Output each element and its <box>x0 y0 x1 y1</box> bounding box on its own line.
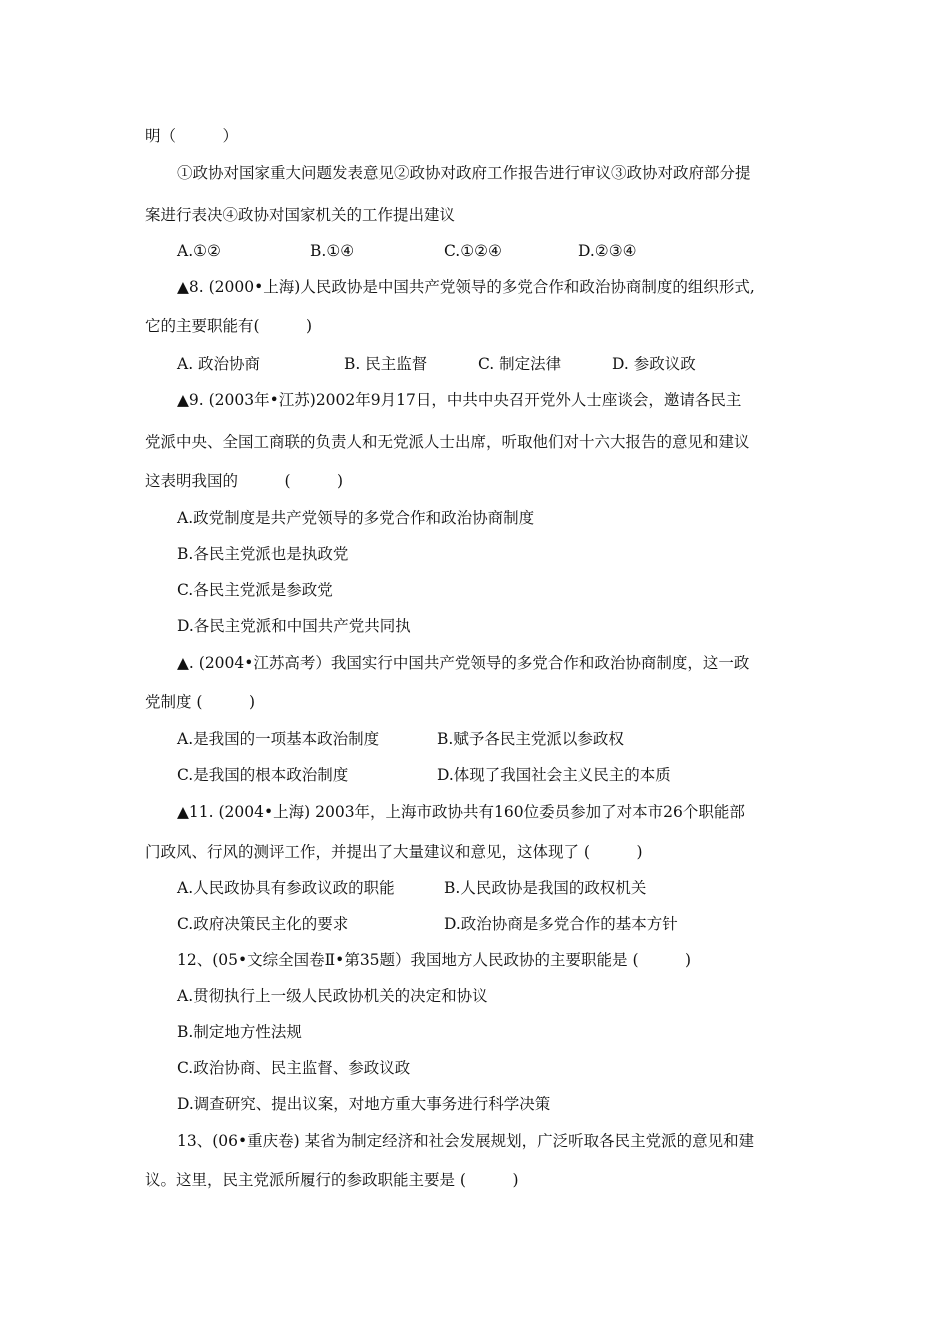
q11-option-c: C.政府决策民主化的要求 <box>177 915 349 933</box>
q8-option-b: B. 民主监督 <box>344 355 428 373</box>
q13-stem-line-2: 议。这里，民主党派所履行的参政职能主要是 ( ) <box>145 1171 519 1189</box>
q13-stem-line-1: 13、(06•重庆卷) 某省为制定经济和社会发展规划，广泛听取各民主党派的意见和建 <box>177 1132 755 1150</box>
q8-option-d: D. 参政议政 <box>612 355 696 373</box>
q7-option-b: B.①④ <box>310 242 355 260</box>
q7-option-a: A.①② <box>177 242 221 260</box>
q7-continuation: 明（ ） <box>145 127 239 145</box>
q10-stem-line-2: 党制度 ( ) <box>145 693 256 711</box>
q11-option-d: D.政治协商是多党合作的基本方针 <box>444 915 678 933</box>
q12-stem-line-1: 12、(05•文综全国卷Ⅱ•第35题）我国地方人民政协的主要职能是 ( ) <box>177 951 692 969</box>
q8-stem-line-1: ▲8. (2000•上海)人民政协是中国共产党领导的多党合作和政治协商制度的组织形式, <box>177 278 755 296</box>
q9-option-c: C.各民主党派是参政党 <box>177 581 333 599</box>
q12-option-a: A.贯彻执行上一级人民政协机关的决定和协议 <box>177 987 488 1005</box>
q10-option-c: C.是我国的根本政治制度 <box>177 766 349 784</box>
q9-stem-line-3: 这表明我国的 ( ) <box>145 472 344 490</box>
q11-option-a: A.人民政协具有参政议政的职能 <box>177 879 395 897</box>
q11-stem-line-1: ▲11. (2004•上海) 2003年，上海市政协共有160位委员参加了对本市26个职能部 <box>177 803 745 821</box>
q9-option-d: D.各民主党派和中国共产党共同执 <box>177 617 411 635</box>
q9-option-a: A.政党制度是共产党领导的多党合作和政治协商制度 <box>177 509 535 527</box>
q11-stem-line-2: 门政风、行风的测评工作，并提出了大量建议和意见，这体现了 ( ) <box>145 843 643 861</box>
q12-option-c: C.政治协商、民主监督、参政议政 <box>177 1059 411 1077</box>
q12-option-d: D.调查研究、提出议案，对地方重大事务进行科学决策 <box>177 1095 551 1113</box>
q11-option-b: B.人民政协是我国的政权机关 <box>444 879 647 897</box>
q10-option-d: D.体现了我国社会主义民主的本质 <box>437 766 671 784</box>
q9-stem-line-1: ▲9. (2003年•江苏)2002年9月17日，中共中央召开党外人士座谈会，邀请各民主 <box>177 391 742 409</box>
q9-option-b: B.各民主党派也是执政党 <box>177 545 349 563</box>
q12-option-b: B.制定地方性法规 <box>177 1023 302 1041</box>
q10-option-b: B.赋予各民主党派以参政权 <box>437 730 624 748</box>
q8-option-c: C. 制定法律 <box>478 355 562 373</box>
q10-stem-line-1: ▲. (2004•江苏高考）我国实行中国共产党领导的多党合作和政治协商制度，这一政 <box>177 654 750 672</box>
q8-option-a: A. 政治协商 <box>177 355 261 373</box>
q9-stem-line-2: 党派中央、全国工商联的负责人和无党派人士出席，听取他们对十六大报告的意见和建议 <box>145 433 750 451</box>
q7-option-d: D.②③④ <box>578 242 637 260</box>
q7-stem-line-2: 案进行表决④政协对国家机关的工作提出建议 <box>145 206 456 224</box>
q10-option-a: A.是我国的一项基本政治制度 <box>177 730 380 748</box>
q7-option-c: C.①②④ <box>444 242 502 260</box>
q8-stem-line-2: 它的主要职能有( ) <box>145 317 313 335</box>
q7-stem-line-1: ①政协对国家重大问题发表意见②政协对政府工作报告进行审议③政协对政府部分提 <box>177 164 751 182</box>
